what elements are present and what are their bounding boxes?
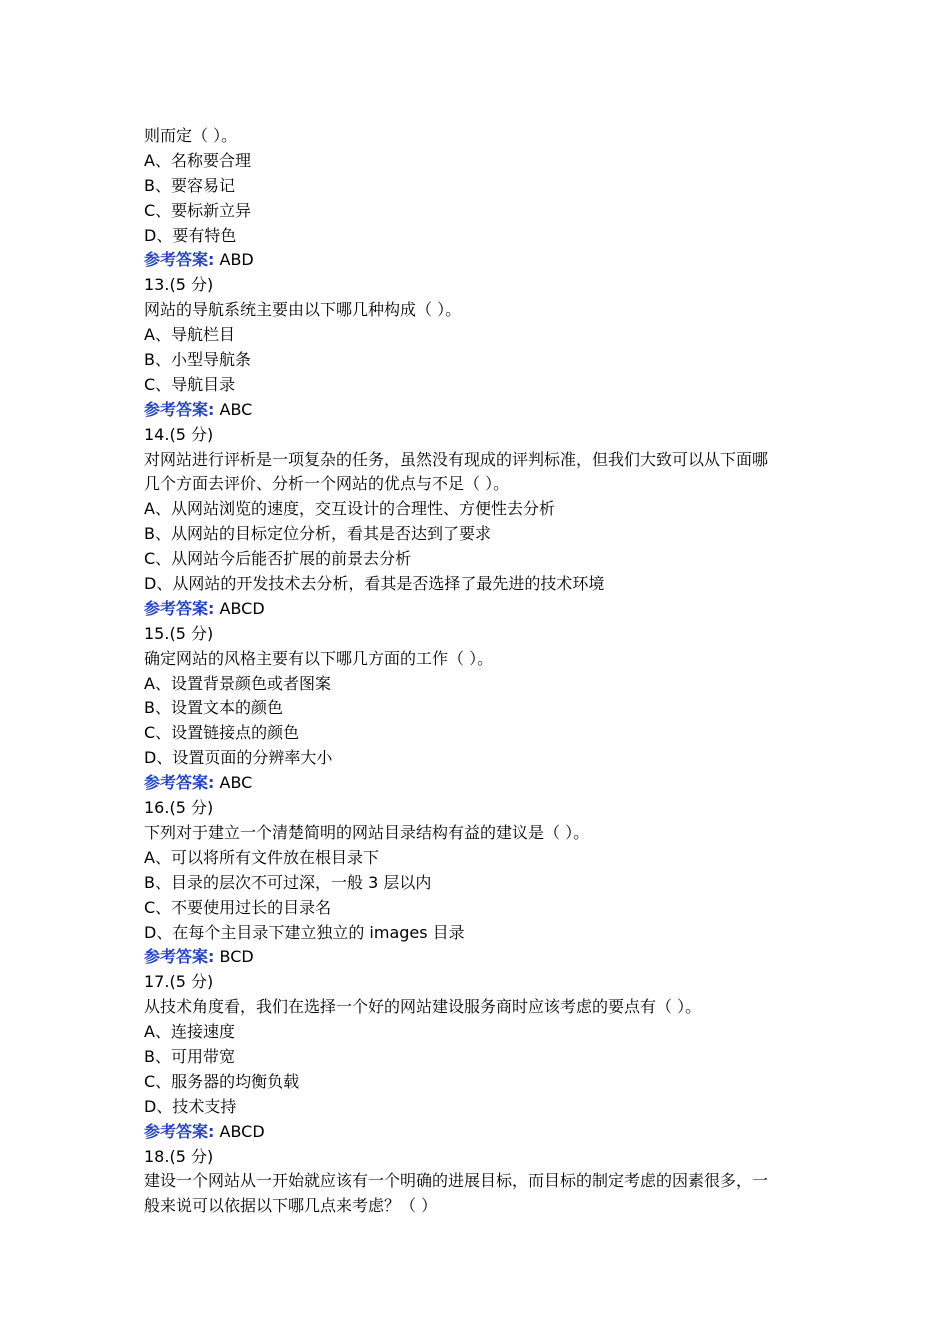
option-a: A、名称要合理 — [144, 150, 251, 170]
option-b: B、设置文本的颜色 — [144, 698, 283, 718]
option-c: C、设置链接点的颜色 — [144, 723, 300, 743]
option-c: C、服务器的均衡负载 — [144, 1071, 300, 1091]
option-b: B、目录的层次不可过深，一般 3 层以内 — [144, 872, 432, 892]
question-header: 17.(5 分) — [144, 972, 214, 992]
option-a: A、导航栏目 — [144, 325, 235, 345]
option-c: C、从网站今后能否扩展的前景去分析 — [144, 549, 412, 569]
question-text-line-1: 对网站进行评析是一项复杂的任务，虽然没有现成的评判标准，但我们大致可以从下面哪 — [144, 449, 769, 469]
option-c: C、要标新立异 — [144, 200, 252, 220]
answer-label: 参考答案: — [144, 947, 215, 967]
answer-value: ABC — [219, 399, 253, 419]
option-d: D、技术支持 — [144, 1096, 237, 1116]
option-a: A、设置背景颜色或者图案 — [144, 673, 331, 693]
answer-line — [144, 597, 824, 622]
question-text: 网站的导航系统主要由以下哪几种构成（ ）。 — [144, 300, 462, 320]
answer-line — [144, 945, 824, 970]
answer-label: 参考答案: — [144, 598, 215, 618]
question-text: 从技术角度看，我们在选择一个好的网站建设服务商时应该考虑的要点有（ ）。 — [144, 997, 702, 1017]
answer-line — [144, 771, 824, 796]
answer-value: ABC — [219, 773, 253, 793]
question-text-line-1: 建设一个网站从一开始就应该有一个明确的进展目标，而目标的制定考虑的因素很多，一 — [144, 1171, 769, 1191]
answer-line — [144, 1120, 824, 1145]
answer-value: ABD — [219, 250, 254, 270]
answer-label: 参考答案: — [144, 1121, 215, 1141]
question-text: 确定网站的风格主要有以下哪几方面的工作（ ）。 — [144, 648, 494, 668]
question-text-continuation: 则而定（ ）。 — [144, 126, 238, 145]
option-a: A、可以将所有文件放在根目录下 — [144, 847, 379, 867]
question-header: 16.(5 分) — [144, 798, 214, 818]
question-header: 14.(5 分) — [144, 424, 214, 444]
answer-line — [144, 398, 824, 423]
option-d: D、从网站的开发技术去分析，看其是否选择了最先进的技术环境 — [144, 574, 605, 594]
option-a: A、连接速度 — [144, 1022, 235, 1042]
answer-value: BCD — [219, 947, 254, 967]
question-header: 13.(5 分) — [144, 275, 214, 295]
answer-label: 参考答案: — [144, 250, 215, 270]
option-d: D、要有特色 — [144, 225, 237, 245]
question-text-line-2: 般来说可以依据以下哪几点来考虑？（ ） — [144, 1196, 438, 1216]
question-header: 18.(5 分) — [144, 1146, 214, 1166]
answer-label: 参考答案: — [144, 773, 215, 793]
answer-value: ABCD — [219, 598, 265, 618]
option-a: A、从网站浏览的速度，交互设计的合理性、方便性去分析 — [144, 499, 555, 519]
option-c: C、导航目录 — [144, 374, 236, 394]
option-b: B、可用带宽 — [144, 1046, 235, 1066]
document-page — [144, 124, 824, 1219]
option-d: D、设置页面的分辨率大小 — [144, 748, 333, 768]
option-d: D、在每个主目录下建立独立的 images 目录 — [144, 922, 465, 942]
question-text: 下列对于建立一个清楚简明的网站目录结构有益的建议是（ ）。 — [144, 822, 590, 842]
answer-value: ABCD — [219, 1121, 265, 1141]
option-b: B、小型导航条 — [144, 350, 251, 370]
question-header: 15.(5 分) — [144, 623, 214, 643]
answer-label: 参考答案: — [144, 399, 215, 419]
answer-line — [144, 248, 824, 273]
question-text-line-2: 几个方面去评价、分析一个网站的优点与不足（ ）。 — [144, 474, 510, 494]
option-b: B、从网站的目标定位分析，看其是否达到了要求 — [144, 524, 491, 544]
option-c: C、不要使用过长的目录名 — [144, 897, 332, 917]
option-b: B、要容易记 — [144, 175, 235, 195]
